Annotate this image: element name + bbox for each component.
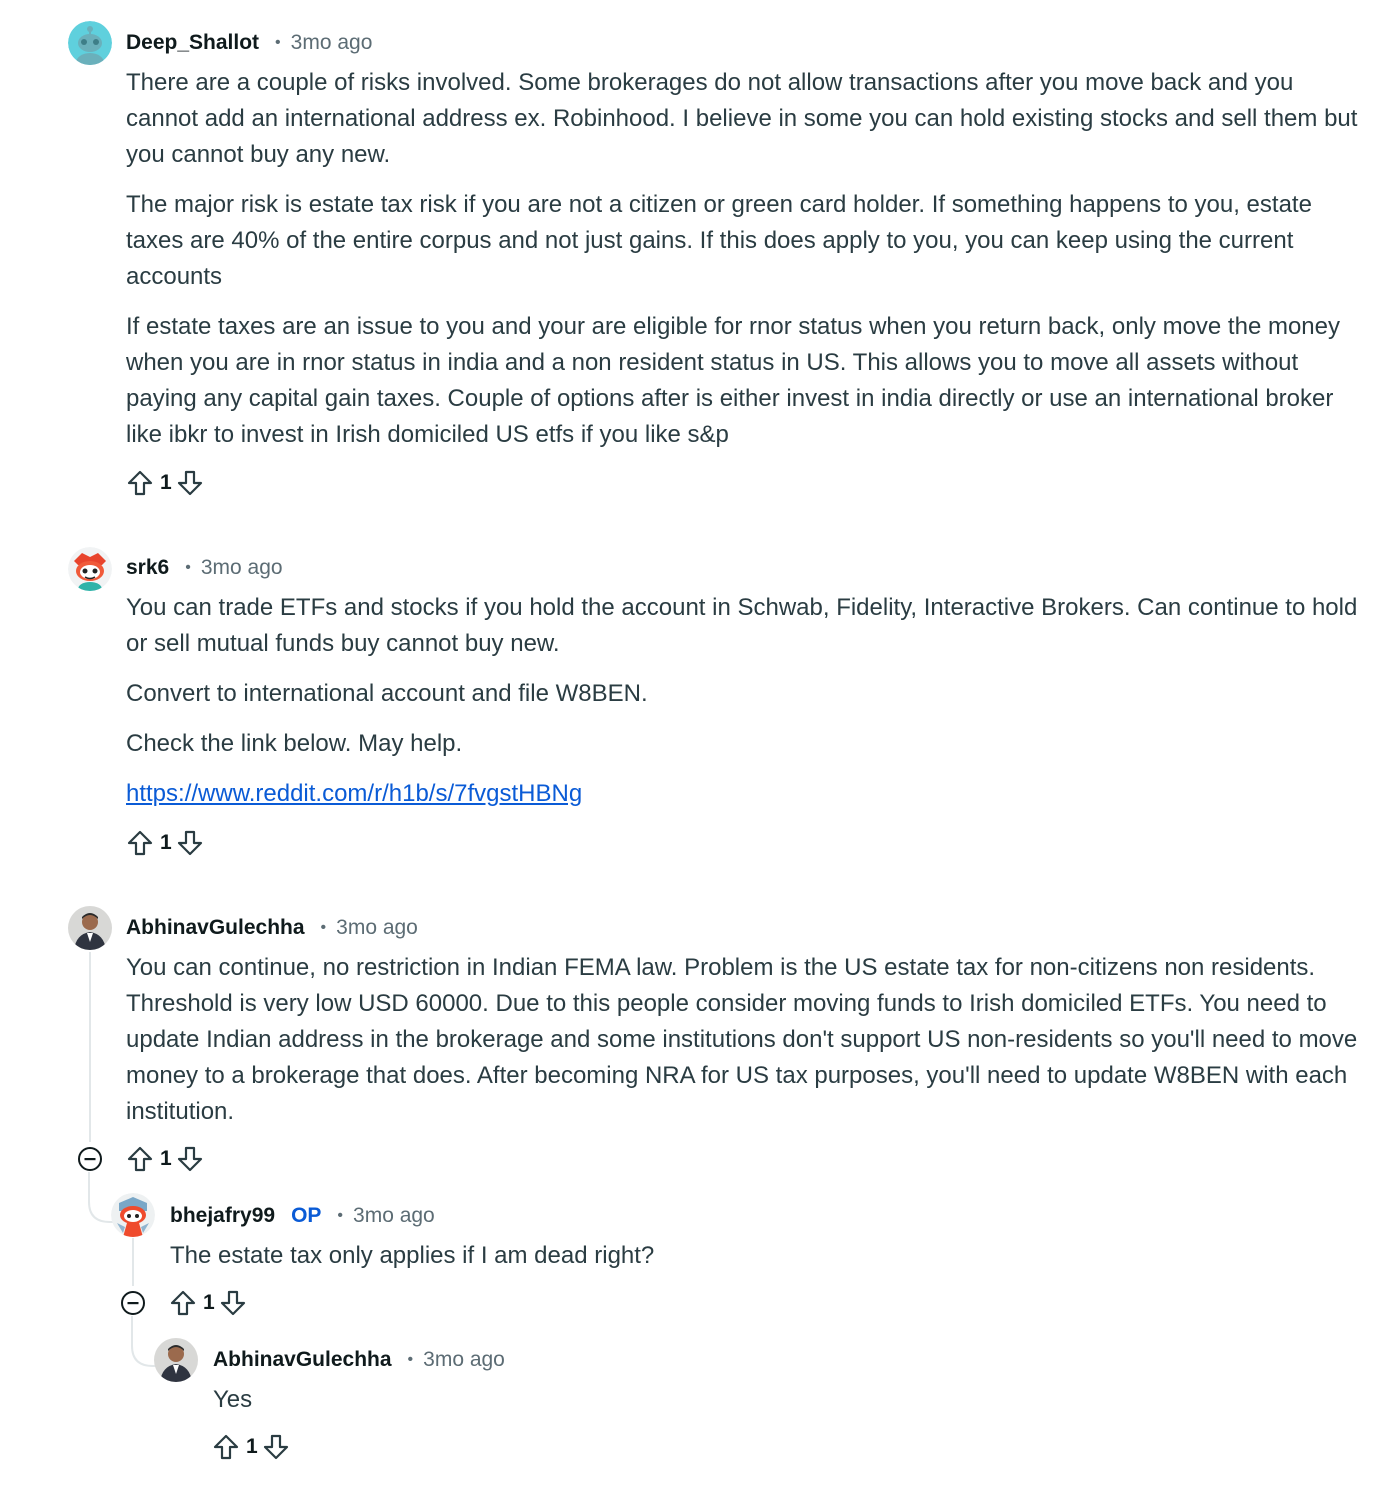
comment-body	[170, 1238, 1370, 1288]
downvote-button[interactable]	[176, 829, 204, 857]
op-badge: OP	[291, 1204, 322, 1227]
downvote-arrow-icon	[176, 829, 204, 857]
meta-separator: •	[185, 559, 191, 576]
vote-score: 1	[160, 471, 172, 494]
upvote-button[interactable]	[126, 469, 154, 497]
upvote-button[interactable]	[169, 1289, 197, 1317]
comment-paragraph: Yes	[213, 1386, 253, 1413]
collapse-thread-button[interactable]	[77, 1146, 103, 1172]
avatar[interactable]	[68, 21, 112, 65]
comment-body	[126, 590, 1372, 826]
avatar[interactable]	[154, 1338, 198, 1382]
meta-separator: •	[407, 1351, 414, 1368]
author-name[interactable]: AbhinavGulechha	[126, 916, 305, 939]
vote-score: 1	[160, 1147, 172, 1170]
minus-circle-icon	[120, 1290, 146, 1316]
author-name[interactable]: Deep_Shallot	[126, 31, 260, 54]
user-photo-avatar-icon	[68, 906, 112, 950]
downvote-arrow-icon	[219, 1289, 247, 1317]
comment-paragraph: The estate tax only applies if I am dead right?	[170, 1242, 655, 1269]
comment-body	[126, 950, 1366, 1144]
vote-bar	[169, 1288, 247, 1318]
downvote-button[interactable]	[176, 1145, 204, 1173]
downvote-button[interactable]	[176, 469, 204, 497]
comment-timestamp[interactable]: 3mo ago	[423, 1348, 505, 1371]
downvote-arrow-icon	[176, 1145, 204, 1173]
comment-timestamp[interactable]: 3mo ago	[200, 556, 283, 579]
upvote-arrow-icon	[212, 1433, 240, 1461]
comment-paragraph: If estate taxes are an issue to you and your are eligible for rnor status when you return back, only move the money when you are in rnor status in india and a non resident status in US. This allows you to move all assets without paying any capital gain taxes. Couple of options after is either invest in india directly or use an international broker like ibkr to invest in Irish domiciled US etfs if you like s&p	[126, 313, 1340, 448]
upvote-arrow-icon	[126, 469, 154, 497]
author-name[interactable]: AbhinavGulechha	[213, 1348, 392, 1371]
comment-link[interactable]: https://www.reddit.com/r/h1b/s/7fvgstHBNg	[126, 780, 583, 807]
avatar[interactable]	[68, 547, 112, 591]
author-name[interactable]: srk6	[126, 556, 170, 579]
vote-bar	[126, 468, 204, 498]
comment-timestamp[interactable]: 3mo ago	[290, 31, 373, 54]
snoo-red-avatar-icon	[68, 547, 112, 591]
avatar[interactable]	[111, 1193, 155, 1237]
vote-bar	[126, 828, 204, 858]
author-name[interactable]: bhejafry99	[170, 1204, 276, 1227]
meta-separator: •	[320, 919, 327, 936]
minus-circle-icon	[77, 1146, 103, 1172]
upvote-arrow-icon	[126, 829, 154, 857]
avatar[interactable]	[68, 906, 112, 950]
vote-bar	[212, 1432, 290, 1462]
snoo-teal-avatar-icon	[68, 21, 112, 65]
vote-bar	[126, 1144, 204, 1174]
meta-separator: •	[275, 34, 281, 51]
upvote-arrow-icon	[126, 1145, 154, 1173]
vote-score: 1	[160, 831, 172, 854]
downvote-button[interactable]	[262, 1433, 290, 1461]
comment-paragraph: The major risk is estate tax risk if you are not a citizen or green card holder. If something happens to you, estate taxes are 40% of the entire corpus and not just gains. If this does apply to you, you can keep using the current accounts	[126, 191, 1312, 290]
downvote-button[interactable]	[219, 1289, 247, 1317]
user-photo-avatar-icon	[154, 1338, 198, 1382]
comment-body	[213, 1382, 1363, 1432]
downvote-arrow-icon	[262, 1433, 290, 1461]
comment-paragraph: You can continue, no restriction in Indian FEMA law. Problem is the US estate tax for non-citizens non residents. Threshold is very low USD 60000. Due to this people consider moving funds to Irish domiciled ETFs. You need to update Indian address in the brokerage and some institutions don't support US non-residents so you'll need to move money to a brokerage that does. After becoming NRA for US tax purposes, you'll need to update W8BEN with each institution.	[126, 954, 1358, 1125]
comment-paragraph: You can trade ETFs and stocks if you hold the account in Schwab, Fidelity, Interactive Brokers. Can continue to hold or sell mutual funds buy cannot buy new.	[126, 594, 1358, 657]
comment-body	[126, 65, 1372, 467]
comment-paragraph: There are a couple of risks involved. Some brokerages do not allow transactions after you move back and you cannot add an international address ex. Robinhood. I believe in some you can hold existing stocks and sell them but you cannot buy any new.	[126, 69, 1358, 168]
comment-paragraph: Convert to international account and file W8BEN.	[126, 680, 648, 707]
upvote-button[interactable]	[126, 829, 154, 857]
vote-score: 1	[203, 1291, 215, 1314]
snoo-red-avatar-icon	[111, 1193, 155, 1237]
meta-separator: •	[337, 1207, 344, 1224]
thread-line	[89, 952, 91, 1142]
thread-line	[132, 1238, 134, 1286]
downvote-arrow-icon	[176, 469, 204, 497]
upvote-button[interactable]	[212, 1433, 240, 1461]
upvote-arrow-icon	[169, 1289, 197, 1317]
collapse-thread-button[interactable]	[120, 1290, 146, 1316]
comment-timestamp[interactable]: 3mo ago	[353, 1204, 435, 1227]
upvote-button[interactable]	[126, 1145, 154, 1173]
vote-score: 1	[246, 1435, 258, 1458]
comment-timestamp[interactable]: 3mo ago	[336, 916, 418, 939]
comment-paragraph: Check the link below. May help.	[126, 730, 463, 757]
